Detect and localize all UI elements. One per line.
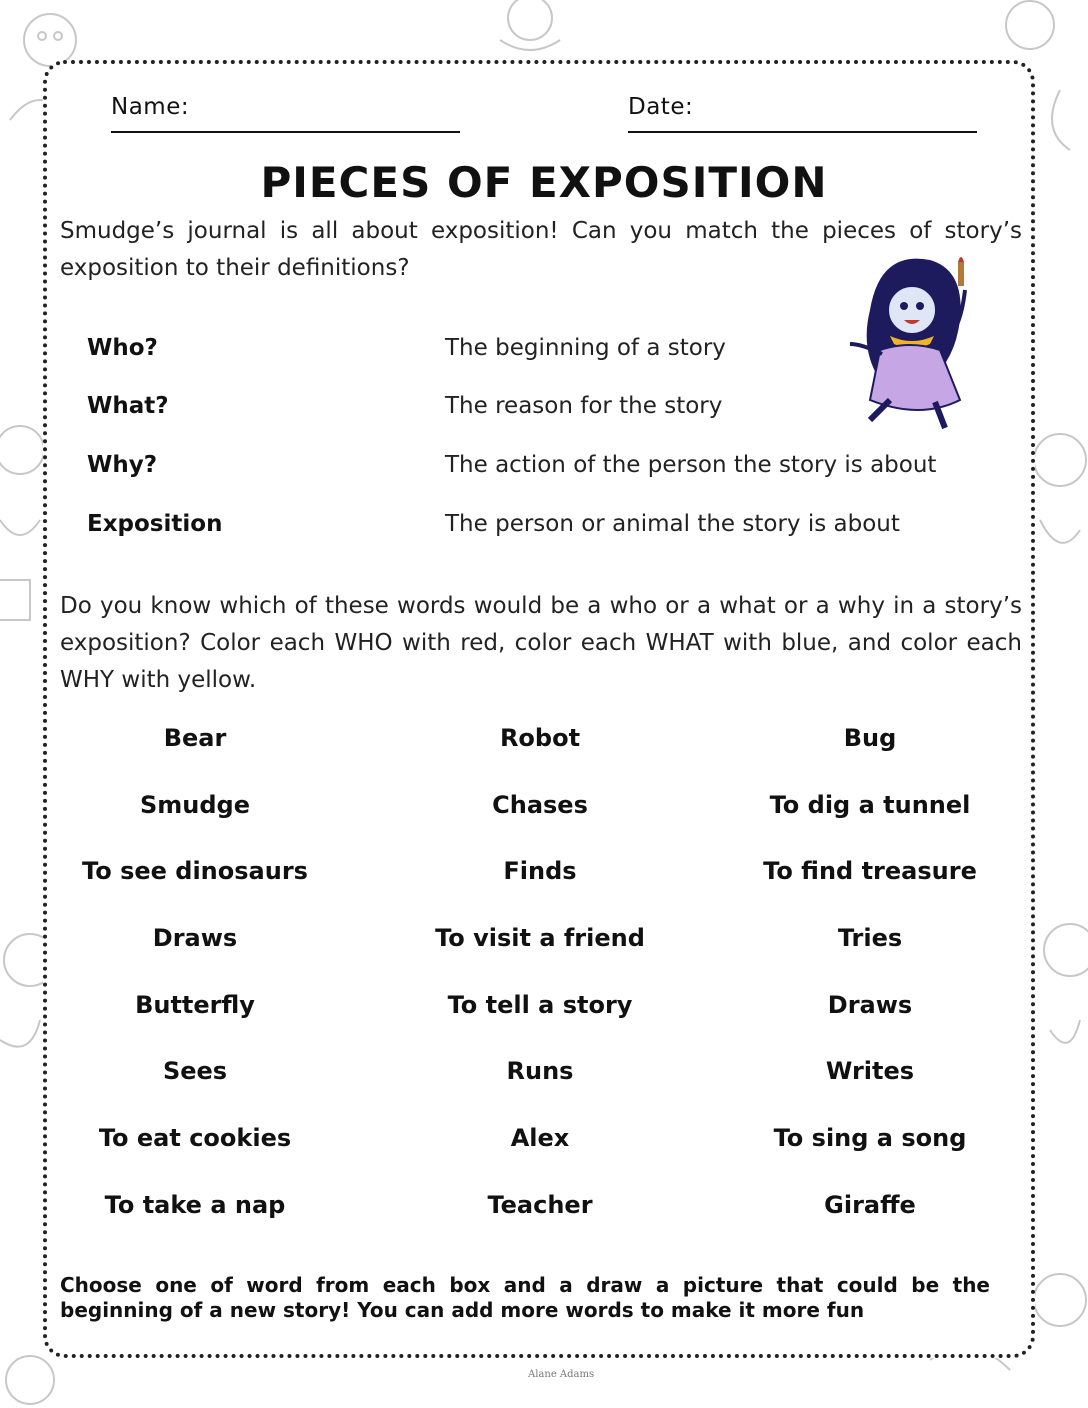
word-item[interactable]: Draws [827, 991, 913, 1019]
word-item[interactable]: To eat cookies [98, 1124, 292, 1152]
word-item[interactable]: Bug [843, 724, 897, 752]
word-item[interactable]: Runs [506, 1057, 574, 1085]
date-label: Date: [628, 94, 694, 120]
word-item[interactable]: Smudge [139, 791, 250, 819]
date-field-line[interactable] [628, 131, 977, 133]
term-what: What? [87, 393, 169, 419]
word-item[interactable]: Alex [510, 1124, 570, 1152]
word-item[interactable]: Sees [162, 1057, 228, 1085]
word-item[interactable]: Writes [825, 1057, 915, 1085]
word-item[interactable]: Bear [163, 724, 227, 752]
name-label: Name: [111, 94, 190, 120]
definition-action: The action of the person the story is about [445, 452, 937, 478]
name-field-line[interactable] [111, 131, 460, 133]
word-item[interactable]: Butterfly [135, 991, 255, 1019]
word-item[interactable]: To take a nap [104, 1191, 286, 1219]
term-who: Who? [87, 335, 158, 361]
word-item[interactable]: Robot [499, 724, 581, 752]
drawing-instruction: Choose one of word from each box and a draw a picture that could be the beginning of a new story! You can add more words to make it more fun [60, 1273, 990, 1322]
definition-person: The person or animal the story is about [445, 511, 900, 537]
brand-logo: Alane Adams [528, 1369, 595, 1380]
word-item[interactable]: To see dinosaurs [82, 857, 308, 885]
word-item[interactable]: To find treasure [763, 857, 977, 885]
word-item[interactable]: To tell a story [447, 991, 633, 1019]
word-item[interactable]: Draws [152, 924, 238, 952]
word-item[interactable]: Finds [503, 857, 577, 885]
smudge-mascot-image [840, 250, 990, 440]
word-item[interactable]: To dig a tunnel [769, 791, 971, 819]
word-item[interactable]: Chases [492, 791, 588, 819]
word-item[interactable]: Tries [837, 924, 903, 952]
term-exposition: Exposition [87, 511, 223, 537]
word-item[interactable]: Giraffe [824, 1191, 916, 1219]
term-why: Why? [87, 452, 158, 478]
word-item[interactable]: Teacher [487, 1191, 593, 1219]
page-title: PIECES OF EXPOSITION [260, 158, 828, 207]
word-item[interactable]: To visit a friend [435, 924, 645, 952]
instructions-paragraph: Do you know which of these words would be a who or a what or a why in a story’s exposition? Color each WHO with red, color each WHAT with blue, and color each WHY with yellow. [60, 593, 1022, 693]
definition-beginning: The beginning of a story [445, 335, 726, 361]
intro-paragraph: Smudge’s journal is all about exposition! Can you match the pieces of story’s exposition to their definitions? [60, 218, 1022, 281]
word-item[interactable]: To sing a song [773, 1124, 967, 1152]
definition-reason: The reason for the story [445, 393, 723, 419]
